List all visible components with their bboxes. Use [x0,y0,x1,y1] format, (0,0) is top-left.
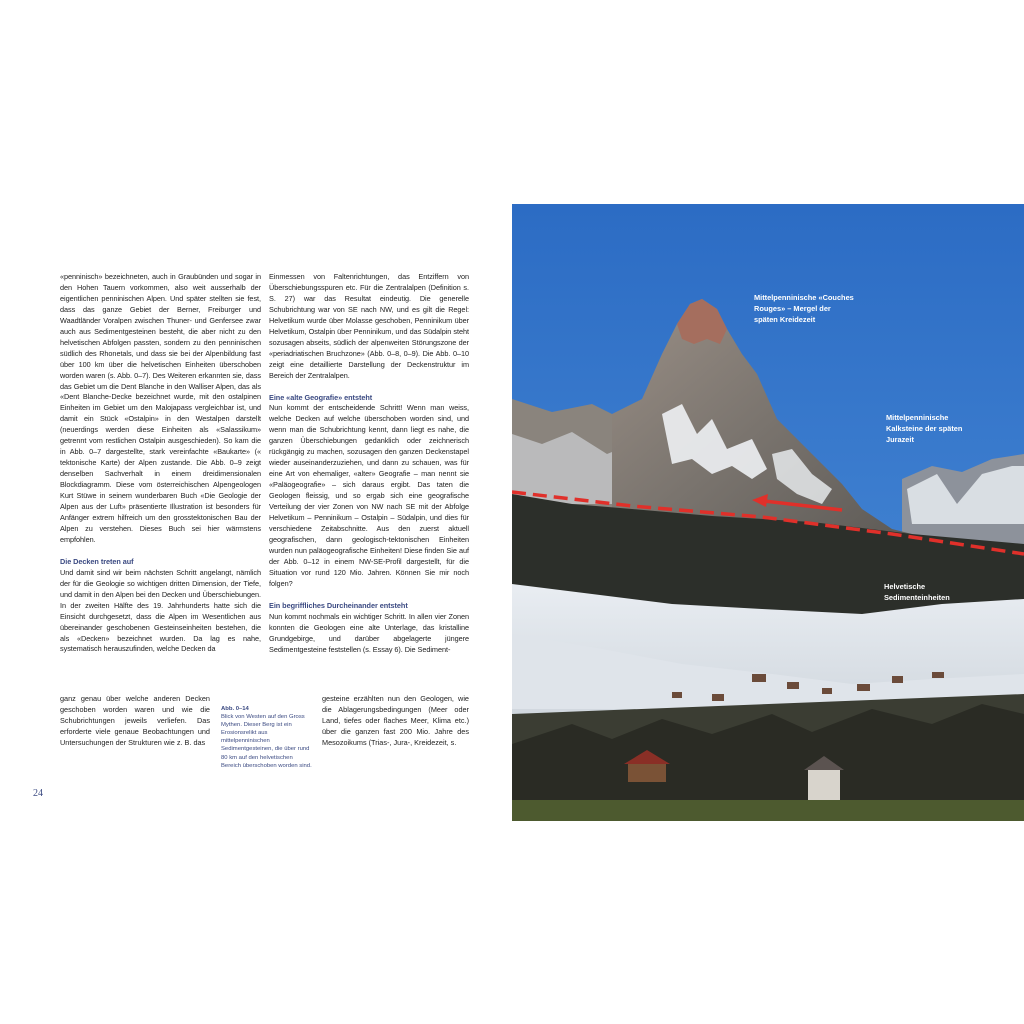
text-column-1 [60,272,261,655]
section-heading: Die Decken treten auf [60,556,134,566]
paragraph: «penninisch» bezeichneten, auch in Graubünden und sogar in den Hohen Tauern vorkommen, also weit ausserhalb der eigentlichen penninischen Alpen. Und später stellten sie fest, dass das ganze Gebiet der Berner, Freiburger und Waadtländer Voralpen zwischen Thuner- und Genfersee zwar auch aus Sedimentgesteinen besteht, die aber nicht zu den helvetischen Abfolgen passten, sondern zu den penninischen südlich des Rhonetals, und dass sie bei der Alpenbildung fast über 100 km über die helvetischen Einheiten überschoben worden waren (s. Abb. 0–7). Des Weiteren erkannten sie, dass das Gebiet um die Dent Blanche in den Walliser Alpen, das als «Dent Blanche-Decke bezeichnet wurde, mit den ostalpinen Einheiten im Gebiet um den Malojapass vergleichbar ist, und damit ein Stück «Ostalpin» in den Westalpen darstellt (neuerdings werden diese Einheiten als «Salassikum» getrennt vom restlichen Ostalpin ausgeschieden). So kam die in Abb. 0–7 dargestellte, stark vereinfachte «Baukarte» (« tektonische Karte) der Alpen zustande. Die Abb. 0–9 zeigt denselben Sachverhalt in einem dreidimensionalen Blockdiagramm. Diese vom österreichischen Alpengeologen Kurt Stüwe in seinem wunderbaren Buch «Die Geologie der Alpen aus der Luft» präsentierte Illustration ist besonders für Anfänger extrem hilfreich um den grosstektonischen Bau der Alpen zu verstehen. Dieses Buch sei hier wärmstens empfohlen. [60,272,261,544]
paragraph: Nun kommt der entscheidende Schritt! Wenn man weiss, welche Decken auf welche überschoben worden sind, und wenn man die Schubrichtung kennt, dann liegt es nahe, die ganzen Überschiebungen gedanklich oder zeichnerisch rückgängig zu machen, sozusagen den ganzen Deckenstapel wieder auseinanderzuziehen, und dann zu schauen, was für eine Art von ehemaliger, «alter» Geografie – man nennt sie «Paläogeografie» – sich daraus ergibt. Das taten die Geologen fleissig, und so ergab sich eine geografische Verteilung der vier Zonen von NW nach SE mit der Abfolge Helvetikum – Penninikum – Ostalpin – Südalpin, und dies für verschiedene Zeitabschnitte. Aus den zuerst aktuell geografischen, dann geologisch-tektonischen Einheiten wurden nun paläogeografische Einheiten! Diese finden Sie auf der Abb. 0–12 in einem NW-SE-Profil dargestellt, für die Situation vor rund 120 Mio. Jahren. Können Sie mir noch folgen? [269,403,469,588]
figure-caption [221,705,313,770]
label-couches-rouges: Mittelpenninische «Couches Rouges» – Mergel der späten Kreidezeit [754,293,854,324]
section-heading: Eine «alte Geografie» entsteht [269,392,373,402]
paragraph: Und damit sind wir beim nächsten Schritt angelangt, nämlich der für die Geologie so wichtigen dritten Dimension, der Tiefe, und damit in den Alpen bei den Decken und Überschiebungen. In der zweiten Hälfte des 19. Jahrhunderts hatte sich die Einsicht durchgesetzt, dass die Alpen im Wesentlichen aus übereinander geschobenen Gesteinseinheiten bestehen, die als «Decken» bezeichnet wurden. Da lag es nahe, systematisch herauszufinden, welche Decken da [60,567,261,654]
label-kalksteine: Mittelpenninische Kalksteine der späten Jurazeit [886,413,963,444]
paragraph-continuation: ganz genau über welche anderen Decken geschoben worden waren und wie die Schubrichtungen jeweils verliefen. Das erforderte viele genaue Beobachtungen und Untersuchungen der Strukturen wie z. B. das [60,694,210,747]
paragraph: Nun kommt nochmals ein wichtiger Schritt. In allen vier Zonen konnten die Geologen eine alte Unterlage, das kristalline Grundgebirge, und darüber abgelagerte jüngere Sedimentgesteine feststellen (s. Essay 6). Die Sediment- [269,611,469,654]
page-number: 24 [33,788,43,799]
mountain-photo [512,204,1024,821]
text-column-2 [269,272,469,655]
meadow-foreground [512,800,1024,821]
label-helvetische: Helvetische Sedimenteinheiten [884,582,950,602]
figure-caption-text: Blick von Westen auf den Gross Mythen. Dieser Berg ist ein Erosionsrelikt aus mittelpenninischen Sedimentgesteinen, die über rund 80 km auf den helvetischen Bereich überschoben worden sind. [221,714,312,769]
section-heading: Ein begriffliches Durcheinander entsteht [269,600,408,610]
figure-caption-title: Abb. 0–14 [221,706,249,712]
paragraph-continuation: gesteine erzählten nun den Geologen, wie die Ablagerungsbedingungen (Meer oder Land, tiefes oder flaches Meer, Klima etc.) über die ganzen fast 200 Mio. Jahre des Mesozoikums (Trias-, Jura-, Kreidezeit, s. [322,694,469,747]
paragraph: Einmessen von Faltenrichtungen, das Entziffern von Überschiebungsspuren etc. Für die Zentralalpen (Definition s. S. 27) war das Resultat eindeutig. Die generelle Schubrichtung war von SE nach NW, und es gilt die Regel: Helvetikum wurde über Molasse geschoben, Penninikum über Helvetikum, Ostalpin über Penninikum, und das Südalpin steht sozusagen abseits, südlich der alpenweiten Störungszone der «periadriatischen Bruchzone» (Abb. 0–8, 0–9). Die Abb. 0–10 zeigt eine detaillierte Darstellung der Deckenstruktur im Bereich der Zentralalpen. [269,272,469,380]
